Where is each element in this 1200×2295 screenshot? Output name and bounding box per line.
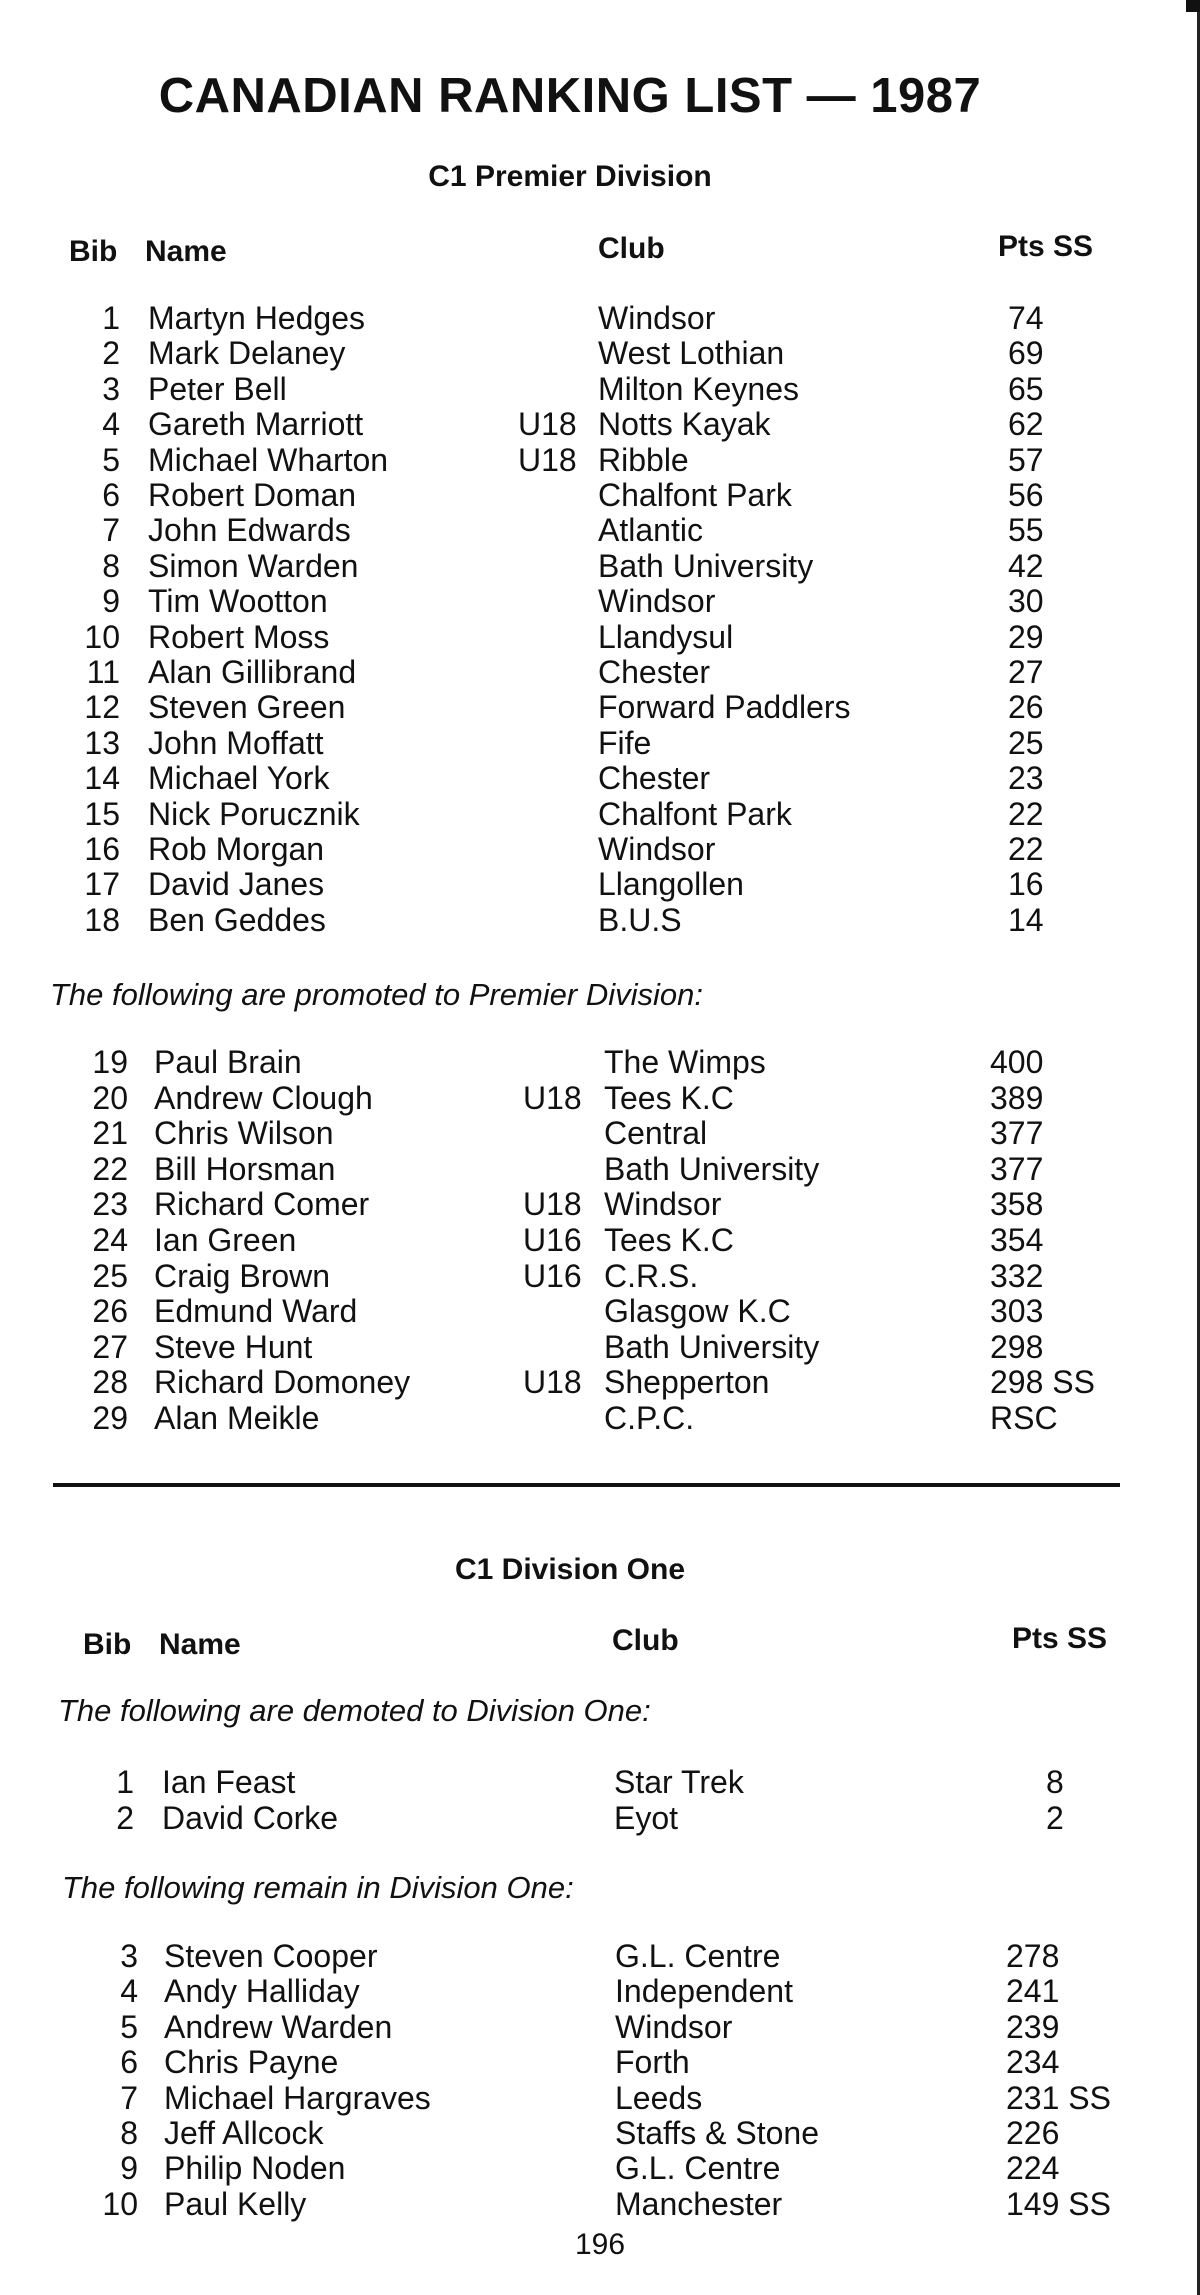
table-row bbox=[0, 1186, 1200, 1222]
cell-pts: 65 bbox=[1008, 370, 1044, 407]
cell-name: Paul Kelly bbox=[164, 2185, 307, 2222]
table-row bbox=[0, 1400, 1200, 1436]
cell-club: Milton Keynes bbox=[598, 370, 799, 407]
cell-name: Peter Bell bbox=[148, 370, 287, 407]
cell-club: Bath University bbox=[598, 547, 814, 584]
cell-bib: 2 bbox=[102, 335, 120, 372]
table-row bbox=[0, 1115, 1200, 1151]
header-club: Club bbox=[612, 1624, 679, 1657]
cell-bib: 8 bbox=[102, 547, 120, 584]
table-row bbox=[0, 866, 1200, 902]
cell-bib: 26 bbox=[92, 1293, 128, 1330]
cell-pts: 298 SS bbox=[990, 1364, 1095, 1401]
cell-bib: 9 bbox=[120, 2150, 138, 2187]
cell-pts: 16 bbox=[1008, 866, 1044, 903]
cell-name: Paul Brain bbox=[154, 1044, 302, 1080]
header-club: Club bbox=[598, 232, 665, 265]
cell-bib: 16 bbox=[84, 831, 120, 867]
table-row bbox=[0, 760, 1200, 796]
cell-pts: 23 bbox=[1008, 760, 1044, 797]
page-edge-mark bbox=[1186, 0, 1200, 12]
table-row bbox=[0, 335, 1200, 371]
cell-pts: 278 bbox=[1006, 1938, 1060, 1974]
cell-bib: 8 bbox=[120, 2115, 138, 2151]
page-title: CANADIAN RANKING LIST — 1987 bbox=[158, 69, 982, 123]
cell-bib: 4 bbox=[120, 1973, 138, 2010]
cell-club: C.R.S. bbox=[604, 1257, 699, 1294]
cell-pts: 377 bbox=[990, 1150, 1044, 1187]
cell-pts: 389 bbox=[990, 1079, 1044, 1116]
cell-bib: 21 bbox=[92, 1115, 128, 1152]
cell-bib: 23 bbox=[92, 1186, 128, 1223]
cell-pts: 8 bbox=[1046, 1764, 1064, 1800]
cell-club: Manchester bbox=[615, 2185, 783, 2222]
cell-pts: 42 bbox=[1008, 547, 1044, 584]
cell-pts: 358 bbox=[990, 1186, 1044, 1223]
cell-name: Michael Hargraves bbox=[164, 2079, 431, 2116]
header-bib: Bib bbox=[83, 1628, 132, 1661]
cell-name: Robert Doman bbox=[148, 477, 357, 513]
cell-bib: 24 bbox=[92, 1222, 128, 1258]
cell-name: Edmund Ward bbox=[154, 1293, 358, 1330]
table-row bbox=[0, 831, 1200, 867]
table-row bbox=[0, 2080, 1200, 2116]
cell-club: Forth bbox=[615, 2044, 690, 2081]
cell-club: G.L. Centre bbox=[615, 2150, 781, 2187]
cell-bib: 29 bbox=[92, 1400, 128, 1436]
table-row bbox=[0, 300, 1200, 336]
cell-pts: 231 SS bbox=[1006, 2079, 1111, 2116]
cell-bib: 12 bbox=[84, 689, 120, 726]
table-row bbox=[0, 796, 1200, 832]
cell-club: Leeds bbox=[615, 2079, 703, 2116]
table-row bbox=[0, 442, 1200, 478]
table-row bbox=[0, 1800, 1200, 1836]
cell-pts: 22 bbox=[1008, 831, 1044, 867]
promoted-note: The following are promoted to Premier Division: bbox=[50, 977, 703, 1012]
cell-club: Windsor bbox=[604, 1186, 722, 1223]
cell-club: Shepperton bbox=[604, 1364, 770, 1401]
table-row bbox=[0, 1080, 1200, 1116]
table-row bbox=[0, 689, 1200, 725]
cell-name: Martyn Hedges bbox=[148, 300, 365, 336]
cell-bib: 6 bbox=[102, 477, 120, 513]
cell-name: Ben Geddes bbox=[148, 901, 326, 938]
cell-name: Richard Domoney bbox=[154, 1364, 411, 1401]
cell-pts: 303 bbox=[990, 1293, 1044, 1330]
cell-name: Michael Wharton bbox=[148, 441, 389, 478]
cell-pts: 241 bbox=[1006, 1973, 1060, 2010]
cell-bib: 1 bbox=[116, 1764, 134, 1800]
table-row bbox=[0, 725, 1200, 761]
cell-pts: 377 bbox=[990, 1115, 1044, 1152]
cell-pts: 224 bbox=[1006, 2150, 1060, 2187]
cell-bib: 3 bbox=[102, 370, 120, 407]
cell-club: Windsor bbox=[598, 831, 716, 867]
table-row bbox=[0, 406, 1200, 442]
cell-club: Ribble bbox=[598, 441, 689, 478]
cell-club: Windsor bbox=[598, 583, 716, 620]
cell-name: Chris Payne bbox=[164, 2044, 339, 2081]
header-bib: Bib bbox=[69, 235, 118, 268]
cell-pts: 354 bbox=[990, 1222, 1044, 1258]
cell-age: U18 bbox=[518, 441, 577, 478]
cell-age: U16 bbox=[523, 1222, 582, 1258]
table-row bbox=[0, 1938, 1200, 1974]
cell-club: The Wimps bbox=[604, 1044, 766, 1080]
table-row bbox=[0, 1044, 1200, 1080]
cell-name: John Moffatt bbox=[148, 724, 324, 761]
table-row bbox=[0, 619, 1200, 655]
cell-name: Craig Brown bbox=[154, 1257, 331, 1294]
table-row bbox=[0, 371, 1200, 407]
cell-name: Andy Halliday bbox=[164, 1973, 360, 2010]
cell-pts: 74 bbox=[1008, 300, 1044, 336]
table-row bbox=[0, 2186, 1200, 2222]
cell-name: Steven Green bbox=[148, 689, 346, 726]
cell-name: Bill Horsman bbox=[154, 1150, 336, 1187]
cell-pts: 69 bbox=[1008, 335, 1044, 372]
cell-age: U18 bbox=[523, 1079, 582, 1116]
cell-name: David Corke bbox=[162, 1799, 339, 1836]
cell-bib: 5 bbox=[102, 441, 120, 478]
cell-club: Independent bbox=[615, 1973, 793, 2010]
cell-club: Glasgow K.C bbox=[604, 1293, 791, 1330]
cell-club: West Lothian bbox=[598, 335, 785, 372]
header-name: Name bbox=[159, 1628, 241, 1661]
cell-bib: 2 bbox=[116, 1799, 134, 1836]
table-row bbox=[0, 548, 1200, 584]
cell-pts: 149 SS bbox=[1006, 2185, 1111, 2222]
cell-name: Robert Moss bbox=[148, 618, 330, 655]
cell-bib: 25 bbox=[92, 1257, 128, 1294]
cell-pts: 57 bbox=[1008, 441, 1044, 478]
section-divider bbox=[53, 1483, 1120, 1487]
cell-pts: 2 bbox=[1046, 1799, 1064, 1836]
table-row bbox=[0, 1293, 1200, 1329]
cell-pts: 27 bbox=[1008, 654, 1044, 690]
cell-name: Steve Hunt bbox=[154, 1328, 313, 1365]
cell-bib: 19 bbox=[92, 1044, 128, 1080]
cell-bib: 7 bbox=[120, 2079, 138, 2116]
cell-club: Atlantic bbox=[598, 512, 703, 549]
cell-bib: 17 bbox=[84, 866, 120, 903]
cell-pts: 226 bbox=[1006, 2115, 1060, 2151]
demoted-note: The following are demoted to Division One: bbox=[58, 1693, 651, 1728]
cell-bib: 5 bbox=[120, 2008, 138, 2045]
table-row bbox=[0, 2115, 1200, 2151]
cell-name: Michael York bbox=[148, 760, 330, 797]
cell-bib: 10 bbox=[102, 2185, 138, 2222]
cell-name: John Edwards bbox=[148, 512, 351, 549]
cell-club: Staffs & Stone bbox=[615, 2115, 819, 2151]
table-row bbox=[0, 1258, 1200, 1294]
table-row bbox=[0, 1222, 1200, 1258]
cell-age: U16 bbox=[523, 1257, 582, 1294]
cell-pts: 26 bbox=[1008, 689, 1044, 726]
cell-name: Nick Porucznik bbox=[148, 795, 360, 832]
premier-division-title: C1 Premier Division bbox=[428, 160, 712, 193]
cell-age: U18 bbox=[523, 1186, 582, 1223]
cell-name: Richard Comer bbox=[154, 1186, 370, 1223]
cell-club: Chalfont Park bbox=[598, 795, 792, 832]
cell-bib: 11 bbox=[86, 654, 120, 690]
cell-name: Ian Feast bbox=[162, 1764, 296, 1800]
remain-note: The following remain in Division One: bbox=[62, 1870, 574, 1905]
table-row bbox=[0, 902, 1200, 938]
cell-pts: 239 bbox=[1006, 2008, 1060, 2045]
cell-name: Jeff Allcock bbox=[164, 2115, 324, 2151]
cell-pts: 30 bbox=[1008, 583, 1044, 620]
cell-name: Simon Warden bbox=[148, 547, 359, 584]
cell-pts: 62 bbox=[1008, 406, 1044, 443]
table-row bbox=[0, 512, 1200, 548]
cell-club: Chester bbox=[598, 760, 711, 797]
cell-name: Chris Wilson bbox=[154, 1115, 334, 1152]
cell-pts: 332 bbox=[990, 1257, 1044, 1294]
cell-name: Philip Noden bbox=[164, 2150, 346, 2187]
header-pts: Pts SS bbox=[1012, 1622, 1108, 1655]
header-pts: Pts SS bbox=[998, 230, 1094, 263]
cell-club: C.P.C. bbox=[604, 1400, 695, 1436]
cell-club: Bath University bbox=[604, 1150, 820, 1187]
cell-club: Bath University bbox=[604, 1328, 820, 1365]
cell-pts: 234 bbox=[1006, 2044, 1060, 2081]
cell-name: Andrew Warden bbox=[164, 2008, 393, 2045]
table-row bbox=[0, 654, 1200, 690]
cell-name: Alan Meikle bbox=[154, 1400, 320, 1436]
cell-club: G.L. Centre bbox=[615, 1938, 781, 1974]
cell-name: Alan Gillibrand bbox=[148, 654, 357, 690]
cell-club: Star Trek bbox=[614, 1764, 744, 1800]
cell-pts: 400 bbox=[990, 1044, 1044, 1080]
cell-club: Llangollen bbox=[598, 866, 744, 903]
cell-bib: 14 bbox=[84, 760, 120, 797]
header-name: Name bbox=[145, 235, 227, 268]
cell-bib: 27 bbox=[92, 1328, 128, 1365]
cell-club: Chester bbox=[598, 654, 711, 690]
cell-name: Andrew Clough bbox=[154, 1079, 373, 1116]
cell-name: Tim Wootton bbox=[148, 583, 328, 620]
cell-age: U18 bbox=[523, 1364, 582, 1401]
cell-bib: 22 bbox=[92, 1150, 128, 1187]
cell-pts: 14 bbox=[1008, 901, 1044, 938]
table-row bbox=[0, 477, 1200, 513]
cell-bib: 13 bbox=[84, 724, 120, 761]
cell-name: David Janes bbox=[148, 866, 325, 903]
table-row bbox=[0, 2044, 1200, 2080]
table-row bbox=[0, 1151, 1200, 1187]
cell-bib: 10 bbox=[84, 618, 120, 655]
cell-club: Chalfont Park bbox=[598, 477, 792, 513]
cell-pts: 298 bbox=[990, 1328, 1044, 1365]
cell-pts: 25 bbox=[1008, 724, 1044, 761]
cell-club: Central bbox=[604, 1115, 708, 1152]
cell-bib: 15 bbox=[84, 795, 120, 832]
page-number: 196 bbox=[574, 2228, 626, 2261]
cell-age: U18 bbox=[518, 406, 577, 443]
cell-pts: 29 bbox=[1008, 618, 1044, 655]
cell-pts: 22 bbox=[1008, 795, 1044, 832]
cell-pts: 55 bbox=[1008, 512, 1044, 549]
table-row bbox=[0, 1364, 1200, 1400]
cell-name: Ian Green bbox=[154, 1222, 297, 1258]
cell-name: Gareth Marriott bbox=[148, 406, 364, 443]
cell-bib: 28 bbox=[92, 1364, 128, 1401]
cell-club: Eyot bbox=[614, 1799, 679, 1836]
cell-club: Tees K.C bbox=[604, 1222, 734, 1258]
cell-club: Fife bbox=[598, 724, 652, 761]
table-row bbox=[0, 1329, 1200, 1365]
cell-name: Steven Cooper bbox=[164, 1938, 378, 1974]
cell-bib: 20 bbox=[92, 1079, 128, 1116]
cell-bib: 1 bbox=[102, 300, 120, 336]
table-row bbox=[0, 2150, 1200, 2186]
cell-bib: 7 bbox=[102, 512, 120, 549]
cell-name: Mark Delaney bbox=[148, 335, 346, 372]
cell-bib: 6 bbox=[120, 2044, 138, 2081]
cell-bib: 3 bbox=[120, 1938, 138, 1974]
cell-bib: 4 bbox=[102, 406, 120, 443]
division-one-title: C1 Division One bbox=[454, 1553, 686, 1586]
table-row bbox=[0, 583, 1200, 619]
cell-club: Windsor bbox=[598, 300, 716, 336]
cell-club: Tees K.C bbox=[604, 1079, 734, 1116]
cell-club: Notts Kayak bbox=[598, 406, 771, 443]
cell-pts: 56 bbox=[1008, 477, 1044, 513]
cell-club: Forward Paddlers bbox=[598, 689, 851, 726]
cell-club: B.U.S bbox=[598, 901, 682, 938]
cell-bib: 9 bbox=[102, 583, 120, 620]
cell-pts: RSC bbox=[990, 1400, 1058, 1436]
cell-club: Llandysul bbox=[598, 618, 734, 655]
cell-club: Windsor bbox=[615, 2008, 733, 2045]
table-row bbox=[0, 1973, 1200, 2009]
table-row bbox=[0, 1764, 1200, 1800]
cell-bib: 18 bbox=[84, 901, 120, 938]
cell-name: Rob Morgan bbox=[148, 831, 325, 867]
table-row bbox=[0, 2009, 1200, 2045]
